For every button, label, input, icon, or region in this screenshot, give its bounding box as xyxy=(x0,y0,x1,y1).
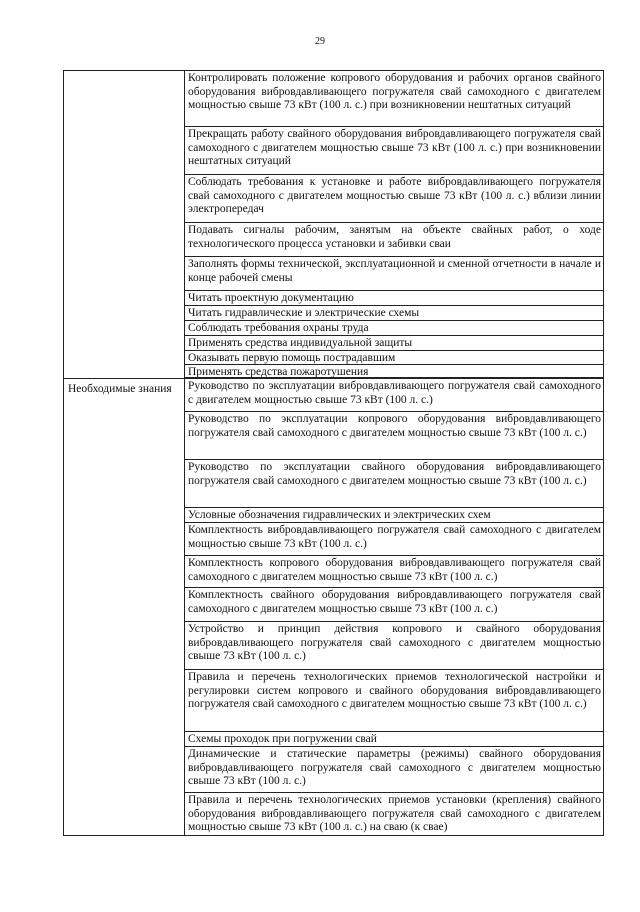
knowledge-row: Комплектность вибровдавливающего погружателя свай самоходного с двигателем мощностью свыше 73 кВт (100 л. с.) xyxy=(185,523,604,556)
knowledge-row: Правила и перечень технологических приемов установки (крепления) свайного оборудования вибровдавливающего погружателя свай самоходного с двигателем мощностью свыше 73 кВт (100 л. с.) на сваю (к свае) xyxy=(188,794,601,834)
knowledge-row: Условные обозначения гидравлических и электрических схем xyxy=(185,508,604,523)
skill-row: Заполнять формы технической, эксплуатационной и сменной отчетности в начале и конце рабочей смены xyxy=(185,257,604,291)
skill-row: Соблюдать требования охраны труда xyxy=(185,321,604,336)
page-number: 29 xyxy=(315,36,325,47)
skill-row: Применять средства индивидуальной защиты xyxy=(185,336,604,351)
right-column xyxy=(184,71,604,835)
knowledge-row: Комплектность копрового оборудования вибровдавливающего погружателя свай самоходного с двигателем мощностью свыше 73 кВт (100 л. с.) xyxy=(185,556,604,588)
skill-row: Читать гидравлические и электрические схемы xyxy=(185,306,604,321)
knowledge-row: Динамические и статические параметры (режимы) свайного оборудования вибровдавливающего погружателя свай самоходного с двигателем мощностью свыше 73 кВт (100 л. с.) xyxy=(185,747,604,793)
knowledge-label: Необходимые знания xyxy=(64,378,184,836)
skill-row: Читать проектную документацию xyxy=(185,291,604,306)
knowledge-row: Руководство по эксплуатации копрового оборудования вибровдавливающего погружателя свай самоходного с двигателем мощностью свыше 73 кВт (100 л. с.) xyxy=(185,412,604,460)
knowledge-row: Правила и перечень технологических приемов технологической настройки и регулировки систем копрового и свайного оборудования вибровдавливающего погружателя свай самоходного с двигателем мощностью свыше 73 кВт (100 л. с.) xyxy=(185,670,604,732)
skill-row: Соблюдать требования к установке и работе вибровдавливающего погружателя свай самоходного с двигателем мощностью свыше 73 кВт (100 л. с.) вблизи линии электропередач xyxy=(185,175,604,223)
knowledge-row: Устройство и принцип действия копрового и свайного оборудования вибровдавливающего погружателя свай самоходного с двигателем мощностью свыше 73 кВт (100 л. с.) xyxy=(185,622,604,670)
knowledge-row: Руководство по эксплуатации вибровдавливающего погружателя свай самоходного с двигателем мощностью свыше 73 кВт (100 л. с.) xyxy=(185,378,604,412)
skill-row: Прекращать работу свайного оборудования вибровдавливающего погружателя свай самоходного с двигателем мощностью свыше 73 кВт (100 л. с.) при возникновении нештатных ситуаций xyxy=(185,127,604,175)
requirements-table xyxy=(63,70,604,836)
skill-row: Подавать сигналы рабочим, занятым на объекте свайных работ, о ходе технологического процесса установки и забивки сваи xyxy=(185,223,604,257)
skill-row: Применять средства пожаротушения xyxy=(185,365,604,378)
knowledge-row: Руководство по эксплуатации свайного оборудования вибровдавливающего погружателя свай самоходного с двигателем мощностью свыше 73 кВт (100 л. с.) xyxy=(185,460,604,508)
skill-row: Оказывать первую помощь пострадавшим xyxy=(185,351,604,365)
skill-row: Контролировать положение копрового оборудования и рабочих органов свайного оборудования вибровдавливающего погружателя свай самоходного с двигателем мощностью свыше 73 кВт (100 л. с.) при возникновении нештатных ситуаций xyxy=(185,71,604,127)
knowledge-row: Схемы проходок при погружении свай xyxy=(185,732,604,747)
knowledge-row: Комплектность свайного оборудования вибровдавливающего погружателя свай самоходного с двигателем мощностью свыше 73 кВт (100 л. с.) xyxy=(185,588,604,622)
